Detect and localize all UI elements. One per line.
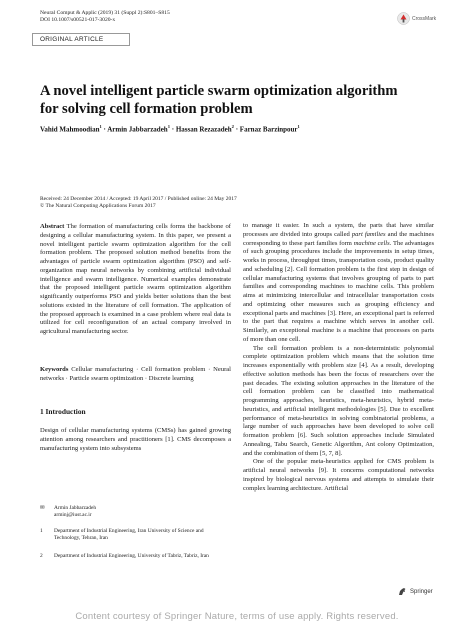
body-paragraph: to manage it easier. In such a system, the parts that have similar processes are divided into groups called part families and the machines corresponding to these part families form machine cells. The advantages of such grouping procedures include the improvements in setup times, works in process, throughput times, transportation costs, product quality and scheduling [2]. Cell formation problem is the first step in design of cellular manufacturing systems that involves grouping of parts to part families and corresponding machines to machine cells. This problem aims at minimizing intercellular and intracellular transportation costs and optimizing other measures such as grouping efficiency and exceptional parts and machines [3]. Here, an exceptional part is referred to the part that requires a machine which serves in another cell. Similarly, an exceptional machine is a machine that processes on parts of more than one cell. — [243, 222, 434, 343]
affiliation-mark: 2 — [231, 124, 234, 129]
courtesy-notice: Content courtesy of Springer Nature, terms of use apply. Rights reserved. — [75, 611, 399, 622]
springer-horse-icon — [398, 587, 407, 596]
title-line-1: A novel intelligent particle swarm optimization algorithm — [40, 83, 398, 99]
author-separator: · — [233, 125, 240, 134]
author-separator: · — [170, 125, 176, 134]
article-title — [40, 83, 400, 118]
crossmark-label: CrossMark — [412, 15, 437, 22]
keywords-text: Cellular manufacturing · Cell formation problem · Neural networks · Particle swarm optimization · Discrete learning — [40, 366, 231, 382]
journal-info — [40, 10, 170, 24]
body-paragraph: One of the popular meta-heuristics applied for CMS problem is artificial neural networks [9]. It concerns computational networks inspired by biological nervous systems and attempts to simulate their complex learning architecture. Artificial — [243, 458, 434, 492]
affiliation-mark: 1 — [99, 124, 102, 129]
article-type-label: ORIGINAL ARTICLE — [32, 33, 130, 46]
affiliation-mark: 1 — [297, 124, 300, 129]
keywords-heading: Keywords — [40, 366, 69, 373]
author-name[interactable]: Hassan Rezazadeh — [175, 125, 232, 134]
author-name[interactable]: Vahid Mahmoodian — [40, 125, 100, 134]
section-heading-introduction: 1 Introduction — [40, 407, 86, 416]
affiliation-1 — [40, 528, 231, 542]
abstract — [40, 223, 231, 337]
corresponding-author — [40, 505, 231, 519]
abstract-heading: Abstract — [40, 223, 65, 230]
journal-citation: Neural Comput & Applic (2019) 31 (Suppl 2):S801–S815 — [40, 10, 170, 16]
publication-dates — [40, 196, 237, 211]
term-part-families: part families — [351, 230, 386, 238]
crossmark-badge[interactable] — [397, 12, 436, 25]
affiliation-text: Department of Industrial Engineering, University of Tabriz, Tabriz, Iran — [54, 553, 209, 559]
author-name[interactable]: Armin Jabbarzadeh — [107, 125, 168, 134]
corresponding-author-email[interactable]: arminj@iust.ac.ir — [54, 512, 92, 518]
affiliation-text: Department of Industrial Engineering, Iran University of Science and Technology, Tehran, Iran — [54, 528, 204, 541]
title-line-2: for solving cell formation problem — [40, 100, 253, 117]
corresponding-author-name: Armin Jabbarzadeh — [54, 505, 97, 511]
keywords — [40, 366, 231, 384]
affiliation-2 — [40, 553, 231, 560]
author-name[interactable]: Farnaz Barzinpour — [239, 125, 298, 134]
author-separator: · — [101, 125, 108, 134]
body-paragraph: The cell formation problem is a non-deterministic polynomial complete optimization problem which means that the solution time increases exponentially with problem size [4]. As a result, developing effective solution methods has been the focus of researchers over the past decades. The existing solution approaches in the literature of the cell formation problem can be classified into mathematical programming approaches, heuristics, meta-heuristics, hybrid meta-heuristics, and artificial intelligent methodologies [5]. Due to excellent performance of meta-heuristics in solving combinatorial problems, a large number of such approaches have been developed to solve cell formation problem [6]. Such solution approaches include Simulated Annealing, Tabu Search, Genetic Algorithm, Ant colony Optimization, and the combination of them [5, 7, 8]. — [243, 344, 434, 457]
author-list — [40, 124, 300, 133]
affiliation-number: 1 — [40, 528, 43, 534]
affiliation-mark: 1 — [167, 124, 170, 129]
term-machine-cells: machine cells — [353, 239, 390, 247]
introduction-paragraph: Design of cellular manufacturing systems (CMSs) has gained growing attention among researchers and practitioners [1]. CMS decomposes a manufacturing system into subsystems — [40, 427, 231, 452]
history-dates: Received: 24 December 2014 / Accepted: 19 April 2017 / Published online: 24 May 2017 — [40, 196, 237, 202]
envelope-icon: ✉ — [40, 505, 45, 511]
right-column-body — [243, 222, 434, 493]
springer-wordmark: Springer — [410, 588, 433, 595]
copyright-line: © The Natural Computing Applications Forum 2017 — [40, 203, 156, 210]
crossmark-icon — [397, 12, 410, 25]
doi: DOI 10.1007/s00521-017-3020-x — [40, 17, 116, 23]
springer-logo — [398, 587, 433, 596]
abstract-text: The formation of manufacturing cells forms the backbone of designing a cellular manufacturing system. In this paper, we present a novel intelligent particle swarm optimization algorithm for the cell formation problem. The proposed solution method benefits from the advantages of particle swarm optimization algorithm (PSO) and self-organization map neural networks by combining artificial individual intelligence and swarm intelligence. Numerical examples demonstrate that the proposed intelligent particle swarm optimization algorithm significantly outperforms PSO and yields better solutions than the best solutions existed in the literature of cell formation. The application of the proposed approach is examined in a case problem where real data is utilized for cell reconfiguration of an actual company involved in agricultural manufacturing sector. — [40, 223, 231, 335]
affiliation-number: 2 — [40, 553, 43, 559]
